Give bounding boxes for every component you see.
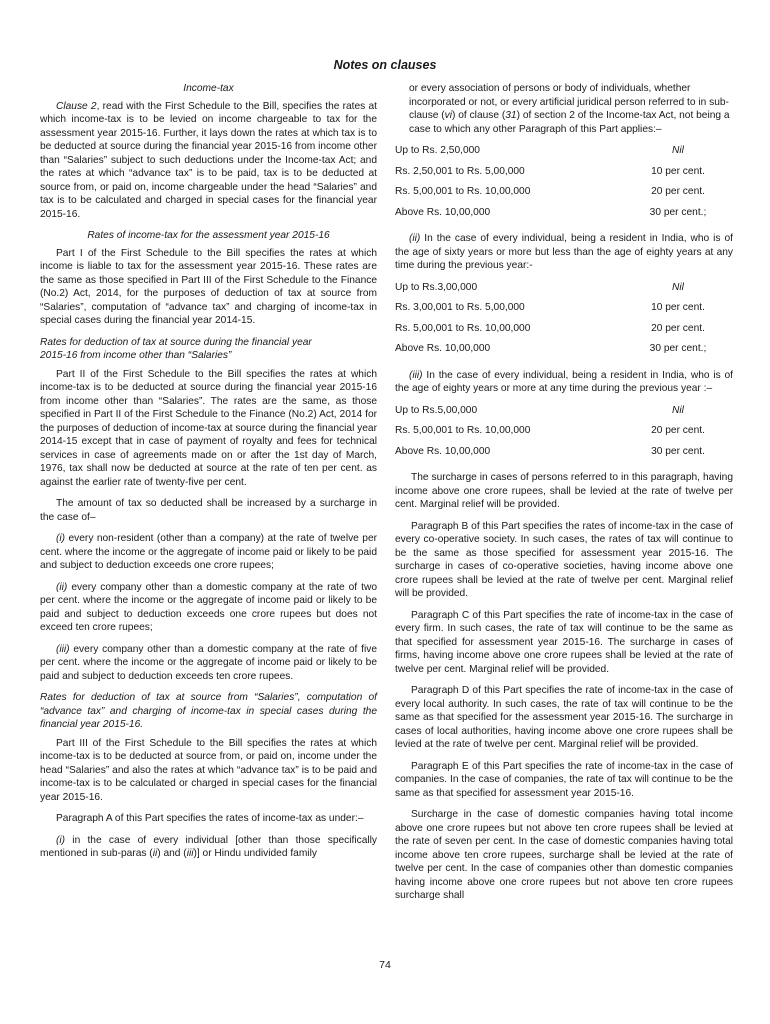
slab-cell: Rs. 5,00,001 to Rs. 10,00,000 [395,425,531,436]
paragraph: Paragraph B of this Part specifies the rates of income-tax in the case of every co-operative society. In such cases, the rates of tax will continue to be the same as those specified for assessment year 2015-16. The surcharge in cases of co-operative societies, having income above one crore rupees shall be levied at the rate of twelve per cent. Marginal relief will be provided. [395,520,733,599]
paragraph: The amount of tax so deducted shall be increased by a surcharge in the case of– [40,498,377,523]
paragraph: or every association of persons or body of individuals, whether incorporated or not, or every artificial juridical person referred to in sub-clause (vi) of clause (31) of section 2 of the Income-tax Act, not being a case to which any other Paragraph of this Part applies:– [409,83,730,135]
rate-table-very-senior-citizens [395,404,733,466]
table-row [395,342,733,363]
list-item: (iii) every company other than a domestic company at the rate of five per cent. where the income or the aggregate of income paid or likely to be paid and subject to deduction exceeds ten crore rupees. [40,643,377,682]
slab-cell: Rs. 2,50,001 to Rs. 5,00,000 [395,165,525,177]
slab-cell: Rs. 5,00,001 to Rs. 10,00,000 [395,322,531,334]
right-column [395,82,733,911]
paragraph: Paragraph C of this Part specifies the rate of income-tax in the case of every firm. In such cases, the rate of tax will continue to be the same as that specified for assessment year 2015-16. The surcharge in cases of firms, having income above one crore rupees shall be levied at the rate of twelve per cent. Marginal relief will be provided. [395,609,733,675]
paragraph: Part I of the First Schedule to the Bill specifies the rates at which income is liable to tax for the assessment year 2015-16. These rates are the same as those specified in Part III of the First Schedule to the Finance (No.2) Act, 2014, for the purposes of deduction of tax at source from “Salaries”, computation of “advance tax” and charging of income-tax in special cases during the financial year 2014-15. [40,247,377,326]
rate-cell: 20 per cent. [651,322,705,334]
slab-cell: Above Rs. 10,00,000 [395,445,491,457]
section-heading-income-tax: Income-tax [183,83,234,94]
section-heading-tds-salaries: Rates for deduction of tax at source from “Salaries”, computation of “advance tax” and charging of income-tax in special cases during the financial year 2015-16. [40,692,377,730]
list-item: (i) in the case of every individual [other than those specifically mentioned in sub-paras (ii) and (iii)] or Hindu undivided family [40,834,377,859]
section-heading-rates-assessment-year: Rates of income-tax for the assessment year 2015-16 [87,230,330,241]
table-row [395,165,733,186]
page-title: Notes on clauses [333,58,437,72]
rate-cell: Nil [672,404,684,416]
paragraph: Clause 2, read with the First Schedule to the Bill, specifies the rates at which income-tax is to be levied on income chargeable to tax for the assessment year 2015-16. Further, it lays down the rates at which tax is to be deducted at source during the financial year 2015-16 from income other than “Salaries” subject to such deductions under the Income-tax Act; and the rates at which “advance tax” is to be paid, tax is to be deducted at source from, or paid on, income chargeable under the head “Salaries” and tax is to be calculated and charged in special cases for the financial year 2015-16. [40,100,377,220]
rate-cell: Nil [672,281,684,293]
table-row [395,281,733,302]
slab-cell: Above Rs. 10,00,000 [395,343,491,354]
table-row [395,445,733,466]
rate-cell: 30 per cent. [651,445,705,457]
slab-cell: Above Rs. 10,00,000 [395,206,491,218]
rate-cell: 30 per cent.; [649,206,707,218]
table-row [395,301,733,322]
slab-cell: Rs. 3,00,001 to Rs. 5,00,000 [395,302,525,313]
paragraph: The surcharge in cases of persons referred to in this paragraph, having income above one crore rupees, shall be levied at the rate of twelve per cent. Marginal relief will be provided. [395,472,733,510]
table-row [395,144,733,165]
table-row [395,322,733,343]
paragraph: Surcharge in the case of domestic companies having total income above one crore rupees but not above ten crore rupees shall be levied at the rate of seven per cent. In the case of domestic companies having total income above ten crore rupees, surcharge shall be levied at the rate of twelve per cent. In the case of companies other than domestic companies having income above one crore rupees but not above ten crore rupees surcharge shall [395,809,733,901]
slab-cell: Up to Rs.3,00,000 [395,281,478,293]
slab-cell: Up to Rs. 2,50,000 [395,145,480,156]
left-column [40,82,377,869]
list-item: (iii) In the case of every individual, being a resident in India, who is of the age of eighty years or more at any time during the previous year :– [395,369,733,394]
rate-cell: 30 per cent.; [649,343,707,354]
table-row [395,424,733,445]
table-row [395,206,733,227]
table-row [395,185,733,206]
paragraph: Part II of the First Schedule to the Bill specifies the rates at which income-tax is to be deducted at source during the financial year 2015-16 from income other than “Salaries”. The rates are the same, as those specified in Part II of the First Schedule to the Finance (No.2) Act, 2014 for the purposes of deduction of income-tax at source during the financial year 2014-15 except that in case of payment of royalty and fees for technical services in case of agreements made on or after the 1st day of March, 1976, tax shall now be deducted at source at the rate of ten per cent. as against the earlier rate of twenty-five per cent. [40,368,377,488]
list-item: (i) every non-resident (other than a company) at the rate of twelve per cent. where the income or the aggregate of income paid or likely to be paid and subject to deduction exceeds one crore rupees; [40,533,377,571]
paragraph: Paragraph A of this Part specifies the rates of income-tax as under:– [56,813,364,824]
rate-cell: 10 per cent. [651,302,705,313]
paragraph: Paragraph E of this Part specifies the rate of income-tax in the case of companies. In the case of companies, the rate of tax will continue to be the same as that specified for assessment year 2015-16. [395,760,733,799]
rate-cell: 20 per cent. [651,186,705,197]
rate-table-individuals [395,144,733,226]
page-number: 74 [379,959,391,971]
slab-cell: Rs. 5,00,001 to Rs. 10,00,000 [395,186,531,197]
rate-table-senior-citizens [395,281,733,363]
rate-cell: 20 per cent. [651,425,705,436]
rate-cell: 10 per cent. [651,165,705,177]
rate-cell: Nil [672,145,684,156]
list-item: (ii) In the case of every individual, being a resident in India, who is of the age of sixty years or more but less than the age of eighty years at any time during the previous year:- [395,233,733,271]
slab-cell: Up to Rs.5,00,000 [395,404,478,416]
section-heading-tds-other-than-salaries: Rates for deduction of tax at source during the financial year 2015-16 from income other than “Salaries” [40,336,312,361]
paragraph: Part III of the First Schedule to the Bill specifies the rates at which income-tax is to be deducted at source from, or paid on, income under the head “Salaries” and also the rates at which “advance tax” is to be paid and income-tax is to be calculated or charged in special cases for the financial year 2015-16. [40,737,377,803]
table-row [395,404,733,425]
paragraph: Paragraph D of this Part specifies the rate of income-tax in the case of every local authority. In such cases, the rate of tax will continue to be the same as that specified for the assessment year 2015-16. The surcharge in cases of local authorities, having income above one crore rupees shall be levied at the rate of twelve per cent. Marginal relief will be provided. [395,685,733,750]
list-item: (ii) every company other than a domestic company at the rate of two per cent. where the income or the aggregate of income paid or likely to be paid and subject to deduction exceeds one crore rupees but does not exceed ten crore rupees; [40,581,377,633]
